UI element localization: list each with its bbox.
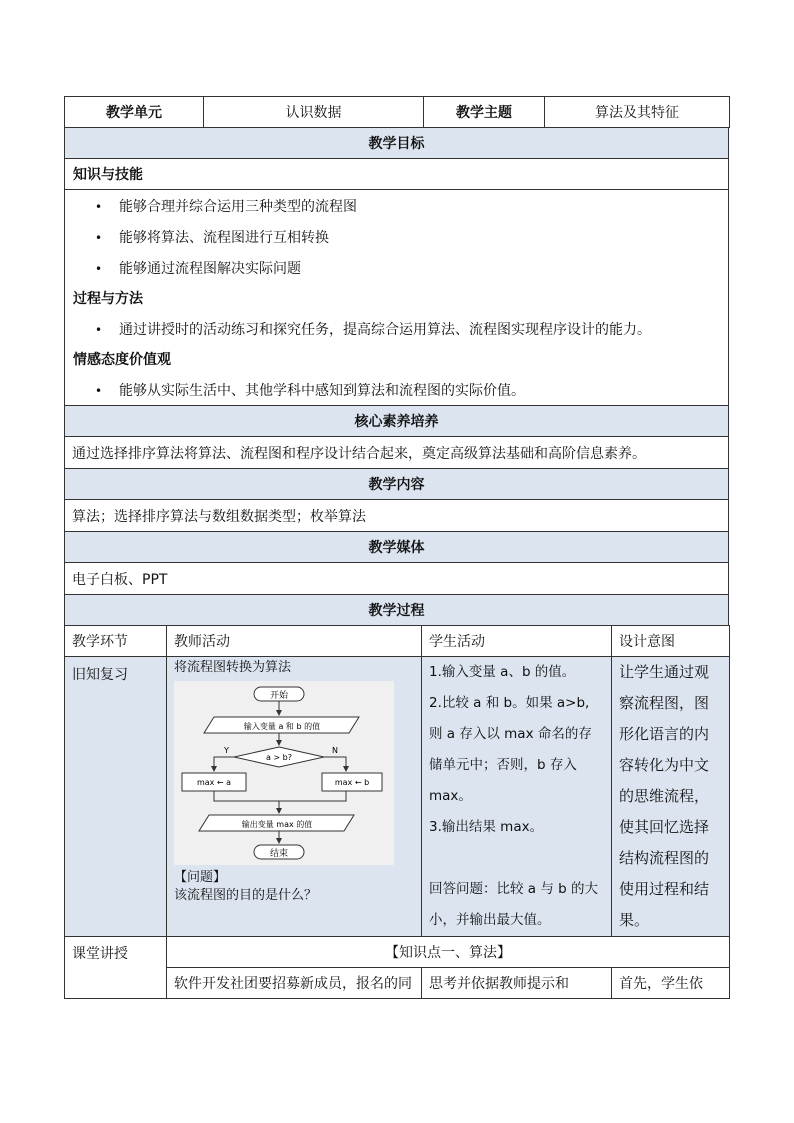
process-item	[65, 313, 729, 344]
objectives-title: 教学目标	[65, 128, 729, 159]
knowledge-item	[65, 190, 729, 222]
design-line: 使其回忆选择	[619, 818, 710, 836]
bullet-icon: •	[95, 383, 103, 398]
media-title: 教学媒体	[65, 532, 729, 563]
knowledge-item	[65, 221, 729, 252]
media-text: 电子白板、PPT	[65, 563, 729, 595]
topic-value: 算法及其特征	[545, 97, 730, 128]
knowledge-point-title: 【知识点一、算法】	[167, 937, 730, 968]
student-line: max。	[429, 788, 472, 804]
design-line: 容转化为中文	[619, 756, 710, 774]
knowledge-item-text: 能够通过流程图解决实际问题	[119, 260, 301, 277]
bullet-icon: •	[95, 322, 103, 337]
flowchart-svg	[174, 681, 394, 865]
process-section-title: 教学过程	[65, 595, 729, 626]
process-title: 过程与方法	[65, 283, 729, 313]
teacher-intro: 将流程图转换为算法	[174, 660, 292, 675]
design-line: 使用过程和结	[619, 880, 710, 898]
knowledge-item-text: 能够将算法、流程图进行互相转换	[119, 229, 329, 246]
right-assign-label: max ← b	[334, 778, 370, 787]
review-stage: 旧知复习	[65, 657, 167, 937]
student-line: 储单元中；否则，b 存入	[429, 757, 577, 773]
flowchart-image	[174, 681, 394, 865]
output-label: 输出变量 max 的值	[241, 820, 313, 829]
review-design	[612, 657, 730, 937]
topic-label: 教学主题	[424, 97, 545, 128]
lecture-design: 首先，学生依	[612, 968, 730, 999]
lecture-student: 思考并依据教师提示和	[422, 968, 612, 999]
knowledge-item	[65, 252, 729, 283]
condition-label: a > b?	[265, 753, 293, 762]
student-line: 2.比较 a 和 b。如果 a>b,	[429, 695, 590, 711]
review-teacher	[167, 657, 422, 937]
lecture-stage: 课堂讲授	[65, 937, 167, 999]
process-table	[64, 625, 730, 999]
core-title: 核心素养培养	[65, 406, 729, 437]
knowledge-title: 知识与技能	[65, 159, 729, 190]
student-line	[429, 843, 604, 874]
knowledge-item-text: 能够合理并综合运用三种类型的流程图	[119, 198, 357, 215]
end-label: 结束	[269, 849, 289, 859]
emotion-item	[65, 374, 729, 406]
student-line: 小，并输出最大值。	[429, 912, 551, 928]
col-header-teacher: 教师活动	[167, 626, 422, 657]
question-text: 该流程图的目的是什么？	[174, 888, 318, 903]
start-label: 开始	[269, 691, 289, 701]
student-line: 3.输出结果 max。	[429, 819, 544, 835]
design-line: 的思维流程，	[619, 787, 710, 805]
lesson-plan	[64, 96, 729, 999]
student-line: 回答问题：比较 a 与 b 的大	[429, 881, 599, 897]
design-line: 果。	[619, 911, 650, 929]
emotion-item-text: 能够从实际生活中、其他学科中感知到算法和流程图的实际价值。	[119, 382, 525, 399]
col-header-design: 设计意图	[612, 626, 730, 657]
header-table	[64, 96, 730, 128]
no-label: N	[332, 746, 338, 755]
design-line: 察流程图，图	[619, 694, 710, 712]
content-title: 教学内容	[65, 469, 729, 500]
student-line: 1.输入变量 a、b 的值。	[429, 664, 576, 680]
content-text: 算法；选择排序算法与数组数据类型；枚举算法	[65, 500, 729, 532]
design-line: 形化语言的内	[619, 725, 710, 743]
lecture-teacher: 软件开发社团要招募新成员，报名的同	[167, 968, 422, 999]
bullet-icon: •	[95, 230, 103, 245]
student-line: 则 a 存入以 max 命名的存	[429, 726, 592, 742]
col-header-stage: 教学环节	[65, 626, 167, 657]
input-label: 输入变量 a 和 b 的值	[243, 722, 321, 731]
review-student	[422, 657, 612, 937]
design-line: 让学生通过观	[619, 663, 710, 681]
process-item-text: 通过讲授时的活动练习和探究任务，提高综合运用算法、流程图实现程序设计的能力。	[119, 321, 651, 338]
emotion-title: 情感态度价值观	[65, 344, 729, 374]
left-assign-label: max ← a	[196, 778, 232, 787]
bullet-icon: •	[95, 199, 103, 214]
yes-label: Y	[224, 746, 229, 755]
bullet-icon: •	[95, 261, 103, 276]
core-text: 通过选择排序算法将算法、流程图和程序设计结合起来，奠定高级算法基础和高阶信息素养。	[65, 437, 729, 469]
col-header-student: 学生活动	[422, 626, 612, 657]
unit-value: 认识数据	[204, 97, 424, 128]
design-line: 结构流程图的	[619, 849, 710, 867]
question-label: 【问题】	[174, 870, 227, 885]
unit-label: 教学单元	[65, 97, 204, 128]
objectives-table	[64, 127, 729, 626]
